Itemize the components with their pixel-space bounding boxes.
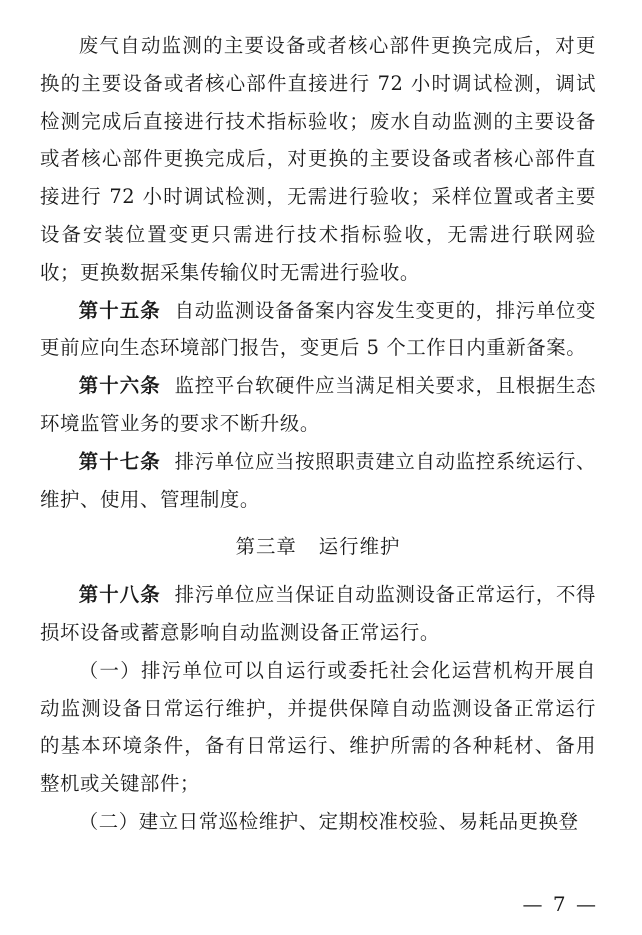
article-15-title: 第十五条	[78, 298, 161, 322]
article-16	[40, 367, 596, 443]
article-15	[40, 292, 596, 368]
article-18-title: 第十八条	[78, 583, 161, 607]
article-17	[40, 443, 596, 519]
article-17-text: 排污单位应当按照职责建立自动监控系统运行、维护、使用、管理制度。	[40, 449, 596, 511]
document-page	[40, 27, 596, 841]
chapter-number: 第三章	[235, 535, 297, 559]
list-item-1: （一）排污单位可以自运行或委托社会化运营机构开展自动监测设备日常运行维护，并提供保障自动监测设备正常运行的基本环境条件，备有日常运行、维护所需的各种耗材、备用整机或关键部件；	[40, 658, 596, 796]
list-item-2: （二）建立日常巡检维护、定期校准校验、易耗品更换登	[78, 809, 579, 833]
article-15-text: 自动监测设备备案内容发生变更的，排污单位变更前应向生态环境部门报告，变更后 5 个工作日内重新备案。	[40, 298, 596, 360]
article-18	[40, 576, 596, 652]
article-16-title: 第十六条	[78, 374, 161, 398]
article-18-text: 排污单位应当保证自动监测设备正常运行，不得损坏设备或蓄意影响自动监测设备正常运行。	[40, 583, 596, 644]
article-16-text: 监控平台软硬件应当满足相关要求，且根据生态环境监管业务的要求不断升级。	[40, 374, 596, 435]
chapter-title: 运行维护	[318, 535, 401, 559]
paragraph-equipment-replacement: 废气自动监测的主要设备或者核心部件更换完成后，对更换的主要设备或者核心部件直接进行 72 小时调试检测，调试检测完成后直接进行技术指标验收；废水自动监测的主要设备或者核心部件更换完成后，对更换的主要设备或者核心部件直接进行 72 小时调试检测，无需进行验收；采样位置或者主要设备安装位置变更只需进行技术指标验收，无需进行联网验收；更换数据采集传输仪时无需进行验收。	[40, 34, 596, 284]
page-number: — 7 —	[522, 892, 598, 916]
chapter-heading	[40, 528, 596, 566]
article-17-title: 第十七条	[78, 449, 161, 473]
